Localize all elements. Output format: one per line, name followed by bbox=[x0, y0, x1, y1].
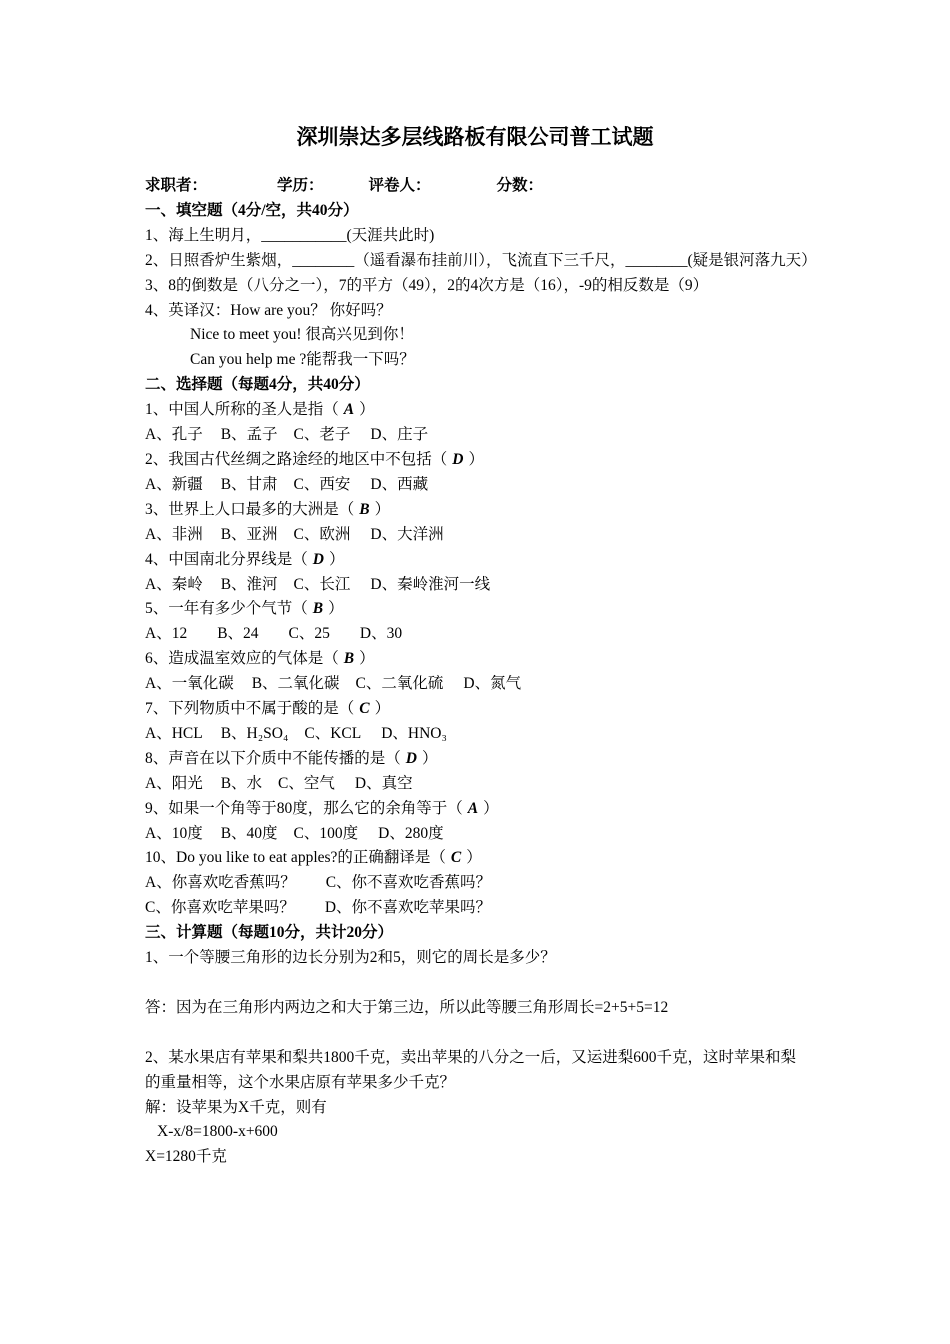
choice-options-row bbox=[145, 622, 810, 647]
option-c: C、西安 bbox=[293, 475, 351, 493]
choice-question bbox=[145, 697, 810, 722]
answer-letter: A bbox=[467, 799, 479, 817]
question-text: 1、中国人所称的圣人是指（ bbox=[145, 401, 339, 419]
answer-letter: B bbox=[312, 600, 324, 618]
option-b: C、你不喜欢吃香蕉吗？ bbox=[325, 874, 492, 892]
option-c: C、空气 bbox=[278, 774, 335, 792]
question-close-paren: ） bbox=[374, 500, 391, 518]
option-d: D、庄子 bbox=[370, 426, 429, 444]
option-b: B、孟子 bbox=[220, 426, 278, 444]
option-b: B、水 bbox=[220, 774, 263, 792]
answer-letter: D bbox=[405, 749, 417, 767]
choice-options-row bbox=[145, 822, 810, 847]
question-text: 5、一年有多少个气节（ bbox=[145, 600, 308, 618]
option-c: C、KCL bbox=[304, 724, 362, 742]
choice-question-list bbox=[145, 398, 810, 921]
choice-options-row bbox=[145, 896, 810, 921]
option-a: A、10度 bbox=[145, 824, 203, 842]
option-b: B、40度 bbox=[220, 824, 278, 842]
question-text: 6、造成温室效应的气体是（ bbox=[145, 650, 339, 668]
fill-question-4-line2: Nice to meet you! 很高兴见到你！ bbox=[190, 326, 414, 344]
answer-letter: B bbox=[343, 650, 355, 668]
option-d: D、280度 bbox=[378, 824, 444, 842]
score-label: 分数： bbox=[496, 177, 544, 194]
option-a: A、非洲 bbox=[145, 525, 203, 543]
education-label: 学历： bbox=[277, 177, 324, 194]
calc-question-1: 1、一个等腰三角形的边长分别为2和5，则它的周长是多少？ bbox=[145, 949, 556, 967]
option-a: A、HCL bbox=[145, 724, 203, 742]
option-d: D、西藏 bbox=[370, 475, 429, 493]
question-close-paren: ） bbox=[374, 700, 391, 718]
section3-heading: 三、计算题（每题10分，共计20分） bbox=[145, 924, 394, 942]
option-d: D、秦岭淮河一线 bbox=[370, 575, 491, 593]
question-close-paren: ） bbox=[468, 450, 484, 468]
choice-options-row bbox=[145, 523, 810, 548]
question-close-paren: ） bbox=[328, 600, 344, 618]
blank-line bbox=[145, 971, 810, 996]
choice-options-row bbox=[145, 672, 810, 697]
calc-answer-1: 答：因为在三角形内两边之和大于第三边，所以此等腰三角形周长=2+5+5=12 bbox=[145, 998, 669, 1016]
choice-options-row bbox=[145, 423, 810, 448]
choice-question bbox=[145, 398, 810, 423]
choice-options-row bbox=[145, 772, 810, 797]
answer-letter: D bbox=[312, 550, 324, 568]
choice-question bbox=[145, 797, 810, 822]
choice-options-row bbox=[145, 722, 810, 747]
fill-question-4-line3: Can you help me ?能帮我一下吗？ bbox=[190, 351, 415, 369]
option-a: A、你喜欢吃香蕉吗？ bbox=[145, 874, 296, 892]
option-b: B、淮河 bbox=[220, 575, 278, 593]
option-d: D、30 bbox=[359, 625, 403, 643]
question-text: 8、声音在以下介质中不能传播的是（ bbox=[145, 749, 401, 767]
question-close-paren: ） bbox=[483, 799, 499, 817]
exam-body bbox=[145, 174, 817, 1170]
option-d: D、真空 bbox=[354, 774, 413, 792]
grader-label: 评卷人： bbox=[368, 177, 431, 194]
option-d: D、HNO₃ bbox=[381, 724, 447, 742]
option-b: B、24 bbox=[217, 625, 259, 643]
option-c: C、老子 bbox=[293, 426, 351, 444]
choice-options-row bbox=[145, 473, 810, 498]
option-a: A、阳光 bbox=[145, 774, 203, 792]
calc-answer-2-line2: X-x/8=1800-x+600 bbox=[157, 1123, 278, 1141]
candidate-info-row bbox=[145, 174, 810, 199]
calc-question-2: 2、某水果店有苹果和梨共1800千克，卖出苹果的八分之一后，又运进梨600千克，这时苹果和梨的重量相等，这个水果店原有苹果多少千克？ bbox=[145, 1048, 797, 1091]
fill-question-2: 2、日照香炉生紫烟，________（遥看瀑布挂前川），飞流直下三千尺，________(疑是银河落九天） bbox=[145, 251, 817, 269]
answer-letter: C bbox=[359, 700, 370, 718]
option-b: B、二氧化碳 bbox=[251, 675, 340, 693]
choice-question bbox=[145, 597, 810, 622]
choice-question bbox=[145, 548, 810, 573]
applicant-label: 求职者： bbox=[145, 177, 208, 194]
calc-answer-2-line1: 解：设苹果为X千克，则有 bbox=[145, 1098, 327, 1116]
blank-line bbox=[145, 1021, 810, 1046]
option-b: B、H₂SO₄ bbox=[220, 724, 289, 742]
question-close-paren: ） bbox=[421, 749, 438, 767]
fill-question-4: 4、英译汉：How are you？ 你好吗？ bbox=[145, 301, 392, 319]
choice-question bbox=[145, 498, 810, 523]
option-c: C、二氧化硫 bbox=[355, 675, 444, 693]
option-c: C、你喜欢吃苹果吗？ bbox=[145, 899, 295, 917]
option-b: B、亚洲 bbox=[220, 525, 278, 543]
question-close-paren: ） bbox=[328, 550, 345, 568]
option-d: D、大洋洲 bbox=[370, 525, 444, 543]
choice-options-row bbox=[145, 573, 810, 598]
section2-heading: 二、选择题（每题4分，共40分） bbox=[145, 376, 370, 394]
option-a: A、一氧化碳 bbox=[145, 675, 234, 693]
question-text: 7、下列物质中不属于酸的是（ bbox=[145, 700, 355, 718]
fill-question-1: 1、海上生明月，___________(天涯共此时) bbox=[145, 226, 435, 244]
page-title: 深圳崇达多层线路板有限公司普工试题 bbox=[296, 125, 654, 149]
option-a: A、孔子 bbox=[145, 426, 203, 444]
section1-heading: 一、填空题（4分/空，共40分） bbox=[145, 201, 359, 219]
choice-options-row bbox=[145, 871, 810, 896]
fill-question-3: 3、8的倒数是（八分之一），7的平方（49），2的4次方是（16），-9的相反数是（9） bbox=[145, 276, 709, 294]
choice-question bbox=[145, 747, 810, 772]
option-c: C、长江 bbox=[293, 575, 351, 593]
choice-question bbox=[145, 448, 810, 473]
question-close-paren: ） bbox=[466, 849, 482, 867]
question-close-paren: ） bbox=[359, 650, 375, 668]
calc-answer-2-line3: X=1280千克 bbox=[145, 1148, 227, 1166]
option-a: A、12 bbox=[145, 625, 188, 643]
question-text: 2、我国古代丝绸之路途经的地区中不包括（ bbox=[145, 450, 448, 468]
option-d: D、你不喜欢吃苹果吗？ bbox=[324, 899, 492, 917]
question-text: 3、世界上人口最多的大洲是（ bbox=[145, 500, 355, 518]
option-c: C、25 bbox=[288, 625, 330, 643]
choice-question bbox=[145, 846, 810, 871]
question-text: 10、Do you like to eat apples?的正确翻译是（ bbox=[145, 849, 446, 867]
option-b: B、甘肃 bbox=[220, 475, 278, 493]
option-c: C、100度 bbox=[293, 824, 359, 842]
choice-question bbox=[145, 647, 810, 672]
option-a: A、新疆 bbox=[145, 475, 203, 493]
question-close-paren: ） bbox=[359, 401, 375, 419]
answer-letter: A bbox=[343, 401, 355, 419]
answer-letter: D bbox=[452, 450, 464, 468]
option-c: C、欧洲 bbox=[293, 525, 351, 543]
question-text: 4、中国南北分界线是（ bbox=[145, 550, 308, 568]
option-a: A、秦岭 bbox=[145, 575, 203, 593]
answer-letter: B bbox=[359, 500, 370, 518]
option-d: D、氮气 bbox=[463, 675, 522, 693]
question-text: 9、如果一个角等于80度，那么它的余角等于（ bbox=[145, 799, 463, 817]
answer-letter: C bbox=[450, 849, 462, 867]
